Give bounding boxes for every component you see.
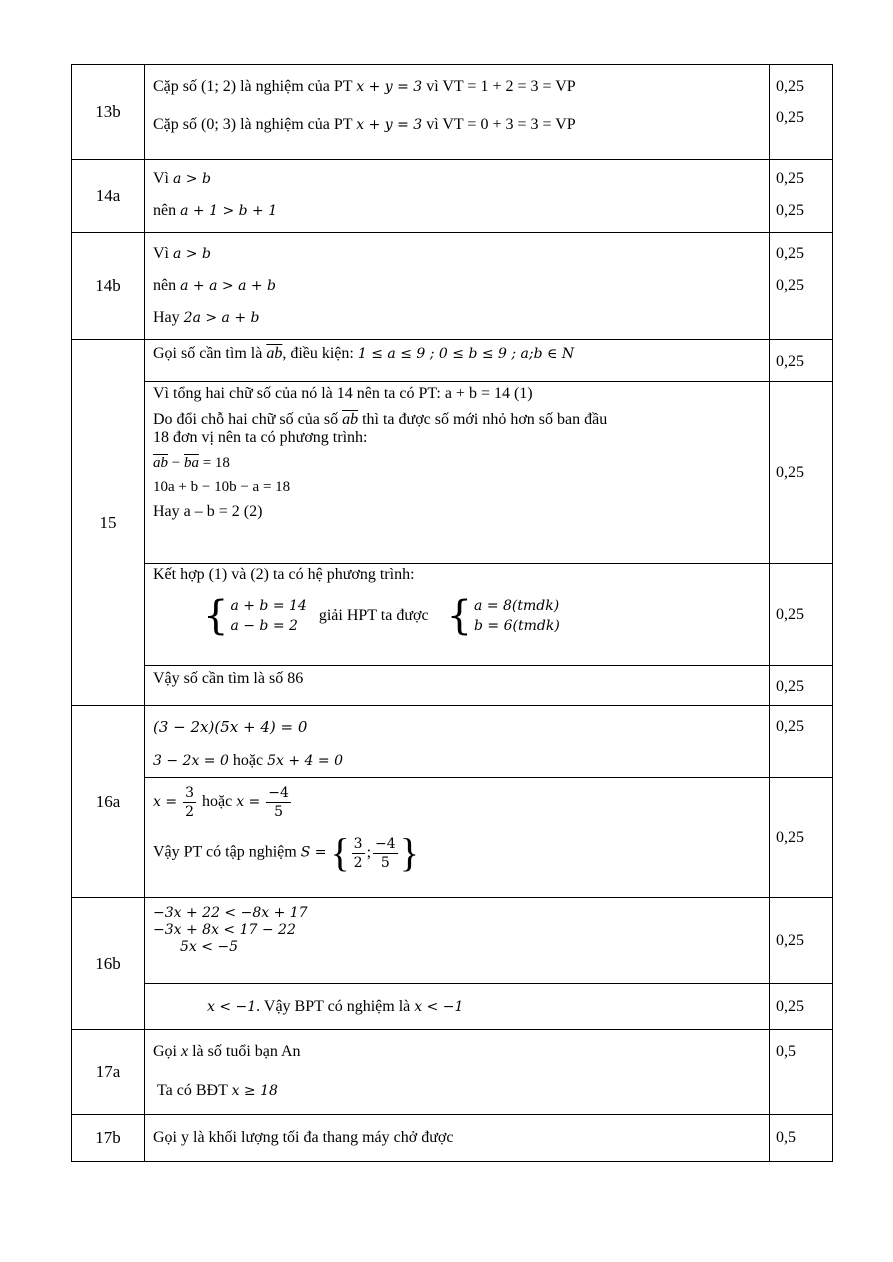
score-value: 0,25 — [776, 109, 804, 126]
score-cell — [770, 160, 833, 233]
row-16a-step-2 — [72, 778, 833, 898]
solution-line: nên a + a > a + b — [153, 277, 277, 294]
row-15-step-3 — [72, 564, 833, 666]
solution-line: 10a + b − 10b − a = 18 — [153, 479, 291, 495]
solution-cell — [145, 778, 770, 898]
score-cell — [770, 233, 833, 340]
row-16a-step-1 — [72, 706, 833, 778]
solution-line: 3 − 2x = 0 hoặc 5x + 4 = 0 — [153, 752, 343, 769]
solution-cell — [145, 1115, 770, 1162]
score-value: 0,25 — [776, 170, 804, 187]
solution-line: Vì tổng hai chữ số của nó là 14 nên ta có PT: a + b = 14 (1) — [153, 385, 533, 402]
solution-cell — [145, 984, 770, 1030]
score-value: 0,25 — [776, 997, 804, 1015]
solution-line: 5x < −5 — [180, 939, 239, 955]
solution-cell — [145, 340, 770, 382]
score-cell — [770, 1115, 833, 1162]
row-14a — [72, 160, 833, 233]
fraction: $\frac{-4}{5}$ — [268, 785, 289, 820]
score-cell — [770, 340, 833, 382]
solution-line: Kết hợp (1) và (2) ta có hệ phương trình: — [153, 566, 415, 583]
question-id: 17b — [72, 1115, 145, 1162]
solution-line: 18 đơn vị nên ta có phương trình: — [153, 429, 368, 446]
fraction: $\frac{3}{2}$ — [185, 785, 194, 820]
solution-cell — [145, 160, 770, 233]
solution-cell — [145, 382, 770, 564]
score-value: 0,25 — [776, 463, 804, 481]
score-cell — [770, 778, 833, 898]
score-value: 0,5 — [776, 1129, 796, 1146]
question-id: 15 — [72, 340, 145, 706]
score-value: 0,25 — [776, 605, 804, 623]
row-15-step-4 — [72, 666, 833, 706]
score-value: 0,25 — [776, 678, 804, 695]
row-16b-step-1 — [72, 898, 833, 984]
solution-line: (3 − 2x)(5x + 4) = 0 — [153, 718, 308, 736]
solution-cell — [145, 564, 770, 666]
score-value: 0,25 — [776, 931, 804, 949]
score-value: 0,25 — [776, 245, 804, 262]
row-15-step-2 — [72, 382, 833, 564]
solution-line: Gọi số cần tìm là $\overline{ab}$, điều kiện: 1 ≤ a ≤ 9 ; 0 ≤ b ≤ 9 ; a;b ∈ N — [153, 345, 575, 362]
score-value: 0,5 — [776, 1043, 796, 1060]
solution-cell — [145, 898, 770, 984]
question-id: 14b — [72, 233, 145, 340]
solution-line: Hay 2a > a + b — [153, 309, 260, 326]
score-value: 0,25 — [776, 78, 804, 95]
solution-cell — [145, 666, 770, 706]
row-15-step-1 — [72, 340, 833, 382]
score-value: 0,25 — [776, 718, 804, 735]
solution-cell — [145, 1030, 770, 1115]
solution-line: Cặp số (0; 3) là nghiệm của PT x + y = 3 vì VT = 0 + 3 = 3 = VP — [153, 116, 576, 133]
row-17a — [72, 1030, 833, 1115]
score-value: 0,25 — [776, 828, 804, 846]
score-cell — [770, 1030, 833, 1115]
score-cell — [770, 382, 833, 564]
solution-line: nên a + 1 > b + 1 — [153, 202, 278, 219]
solution-line: Vì a > b — [153, 245, 211, 262]
answer-key-table — [71, 64, 833, 1162]
score-value: 0,25 — [776, 353, 804, 370]
row-14b — [72, 233, 833, 340]
solution-line: −3x + 22 < −8x + 17 — [153, 905, 308, 921]
solution-line: Cặp số (1; 2) là nghiệm của PT x + y = 3 vì VT = 1 + 2 = 3 = VP — [153, 78, 576, 95]
score-cell — [770, 898, 833, 984]
score-value: 0,25 — [776, 202, 804, 219]
solution-line: Gọi y là khối lượng tối đa thang máy chở được — [153, 1129, 454, 1146]
score-cell — [770, 984, 833, 1030]
question-id: 14a — [72, 160, 145, 233]
question-id: 16a — [72, 706, 145, 898]
solution-line: $\overline{ab} - \overline{ba} = 18$ — [153, 455, 230, 471]
solution-line: Hay a – b = 2 (2) — [153, 503, 263, 520]
solution-line: −3x + 8x < 17 − 22 — [153, 922, 296, 938]
solution-line: x = $\frac{3}{2}$ hoặc x = $\frac{-4}{5}$ — [153, 785, 289, 820]
system-line: { a + b = 14 a − b = 2 giải HPT ta được { a = 8(tmdk) b = 6(tmdk) — [203, 593, 560, 639]
solution-line: Vậy PT có tập nghiệm S = { $\frac{3}{2}$ ; $\frac{-4}{5}$ } — [153, 830, 419, 875]
question-id: 16b — [72, 898, 145, 1030]
solution-set: { $\frac{3}{2}$ ; $\frac{-4}{5}$ } — [330, 830, 419, 875]
solution-line: x < −1. Vậy BPT có nghiệm là x < −1 — [207, 997, 464, 1015]
solution-cell — [145, 65, 770, 160]
score-cell — [770, 666, 833, 706]
solution-line: Gọi x là số tuổi bạn An — [153, 1043, 301, 1060]
row-16b-step-2 — [72, 984, 833, 1030]
score-cell — [770, 706, 833, 778]
score-cell — [770, 564, 833, 666]
solution-line: Ta có BĐT x ≥ 18 — [157, 1082, 278, 1099]
equation-system: { a + b = 14 a − b = 2 — [203, 593, 307, 639]
question-id: 17a — [72, 1030, 145, 1115]
solution-system: { a = 8(tmdk) b = 6(tmdk) — [446, 593, 560, 639]
row-17b — [72, 1115, 833, 1162]
question-id: 13b — [72, 65, 145, 160]
solution-line: Do đổi chỗ hai chữ số của số $\overline{ab}$ thì ta được số mới nhỏ hơn số ban đầu — [153, 411, 608, 428]
score-value: 0,25 — [776, 277, 804, 294]
score-cell — [770, 65, 833, 160]
row-13b — [72, 65, 833, 160]
solution-line: Vậy số cần tìm là số 86 — [153, 670, 304, 687]
solution-cell — [145, 706, 770, 778]
solution-cell — [145, 233, 770, 340]
solution-line: Vì a > b — [153, 170, 211, 187]
